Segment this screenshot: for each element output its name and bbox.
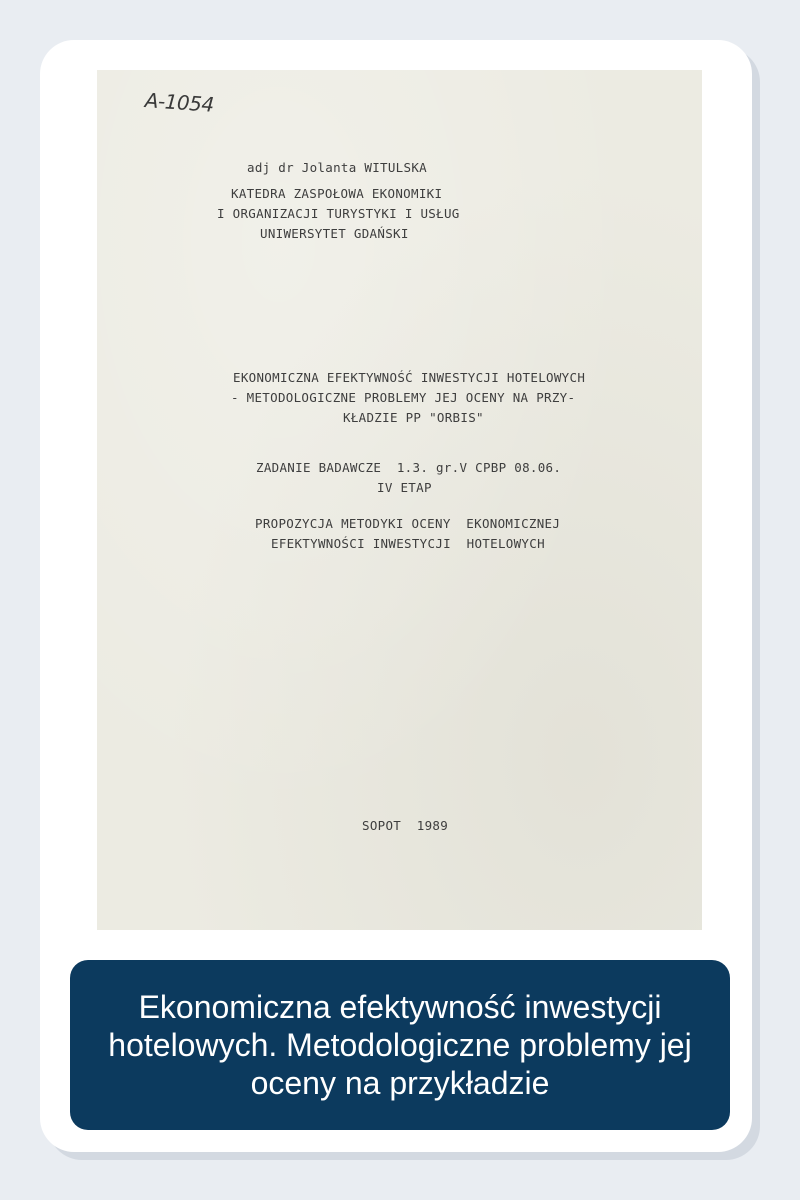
place-year: SOPOT 1989 (362, 818, 449, 833)
author-line: adj dr Jolanta WITULSKA (247, 160, 427, 175)
caption-banner (70, 960, 730, 1130)
institution-line-1: KATEDRA ZASPOŁOWA EKONOMIKI (231, 186, 443, 201)
caption-text: Ekonomiczna efektywność inwestycji hotelowych. Metodologiczne problemy jej oceny na przykładzie (108, 989, 692, 1101)
institution-line-2: I ORGANIZACJI TURYSTYKI I USŁUG (217, 206, 460, 221)
title-line-2: - METODOLOGICZNE PROBLEMY JEJ OCENY NA PRZY- (231, 390, 576, 405)
proposal-line-2: EFEKTYWNOŚCI INWESTYCJI HOTELOWYCH (271, 536, 545, 551)
task-line-1: ZADANIE BADAWCZE 1.3. gr.V CPBP 08.06. (256, 460, 562, 475)
institution-line-3: UNIWERSYTET GDAŃSKI (260, 226, 409, 241)
handwritten-signature-number: A-1054 (144, 88, 215, 117)
proposal-line-1: PROPOZYCJA METODYKI OCENY EKONOMICZNEJ (255, 516, 561, 531)
title-line-3: KŁADZIE PP "ORBIS" (343, 410, 484, 425)
task-line-2: IV ETAP (377, 480, 432, 495)
document-scan (97, 70, 702, 930)
title-line-1: EKONOMICZNA EFEKTYWNOŚĆ INWESTYCJI HOTELOWYCH (233, 370, 586, 385)
